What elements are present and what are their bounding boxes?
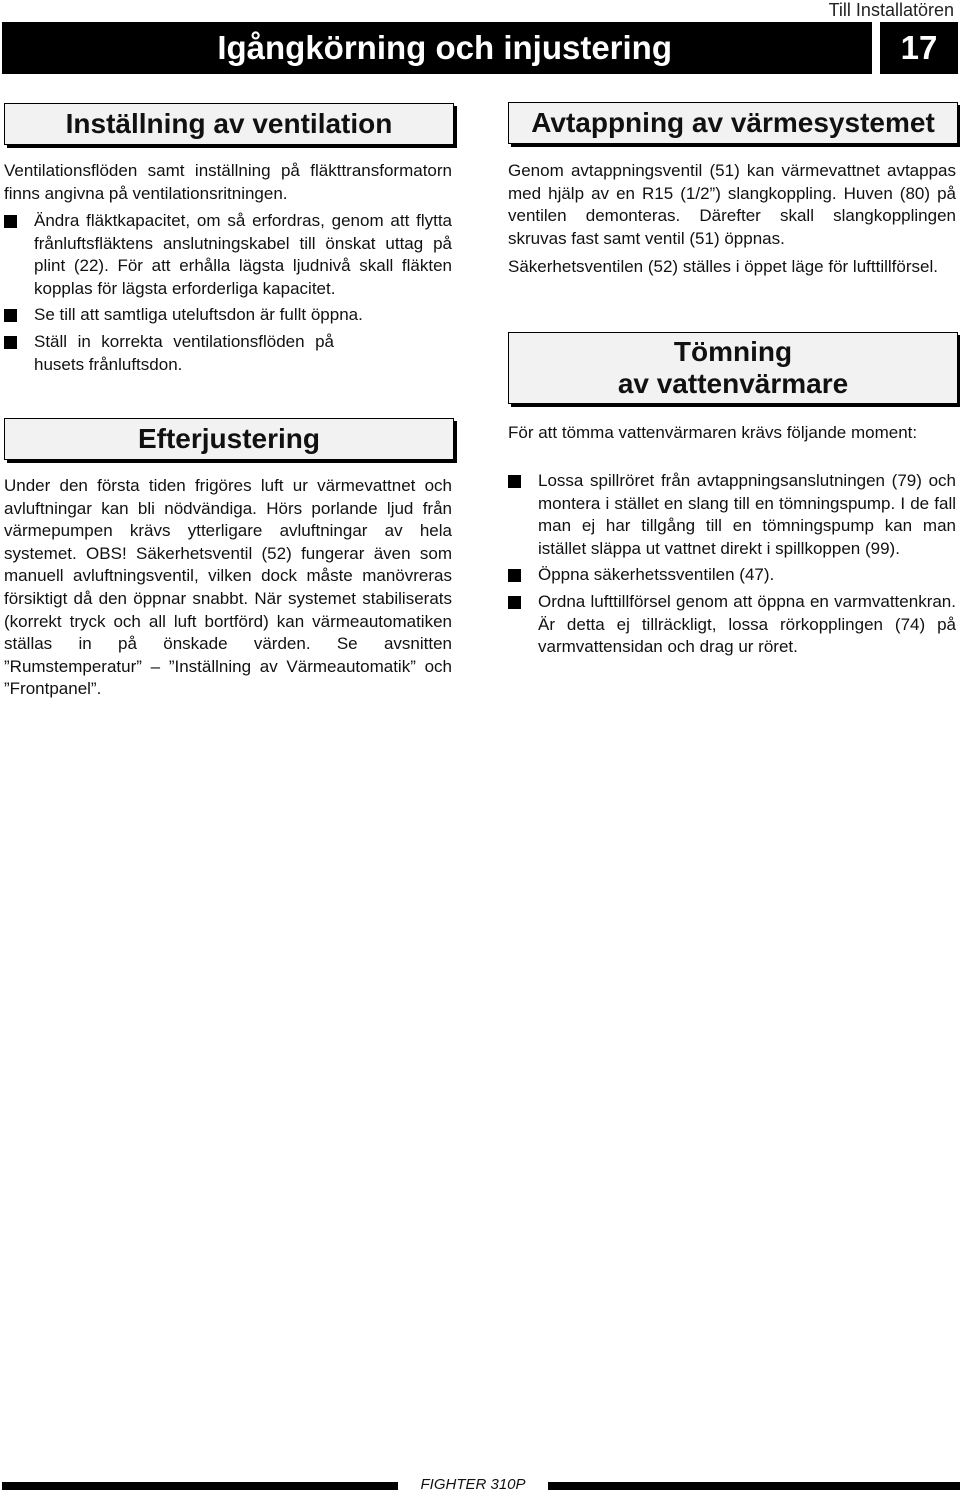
tomning-heading-box — [508, 332, 958, 404]
ventilation-heading-box — [4, 103, 454, 145]
bullet-square-icon — [4, 336, 17, 349]
avtappning-paragraph-2: Säkerhetsventilen (52) ställes i öppet läge för lufttillförsel. — [508, 257, 938, 276]
list-item: Ställ in korrekta ventilationsflöden på husets frånluftsdon. — [4, 331, 334, 376]
page-number: 17 — [880, 22, 958, 74]
avtappning-paragraph-1: Genom avtappningsventil (51) kan värmevattnet avtappas med hjälp av en R15 (1/2”) slangkoppling. Huven (80) på ventilen demonteras. Därefter skall slangkopplingen skruvas fast samt ventil (51) öppnas. — [508, 161, 956, 248]
avtappning-heading: Avtappning av värmesystemet — [531, 107, 935, 138]
footer-model: FIGHTER 310P — [420, 1476, 526, 1493]
avtappning-heading-box — [508, 102, 958, 144]
tomning-bullet-list — [508, 470, 956, 663]
section-label: Till Installatören — [828, 0, 954, 20]
list-item: Ordna lufttillförsel genom att öppna en varmvattenkran. Är detta ej tillräckligt, lossa rörkopplingen (74) på varmvattensidan och drag ur röret. — [508, 591, 956, 659]
header-bar — [2, 22, 872, 74]
efterjustering-heading: Efterjustering — [137, 423, 321, 454]
page-title: Igångkörning och injustering — [217, 29, 672, 66]
bullet-square-icon — [508, 596, 521, 609]
ventilation-bullet-list — [4, 210, 452, 380]
footer-rule-right — [548, 1482, 960, 1490]
list-item: Se till att samtliga uteluftsdon är fullt öppna. — [4, 304, 452, 327]
tomning-heading-line-1: Tömning — [673, 336, 793, 367]
list-item: Ändra fläktkapacitet, om så erfordras, genom att flytta frånluftsfläktens anslutningskabel till önskat uttag på plint (22). För att erhålla lägsta ljudnivå skall fläkten kopplas för lägsta erforderliga kapacitet. — [4, 210, 452, 300]
ventilation-intro: Ventilationsflöden samt inställning på fläkttransformatorn finns angivna på ventilationsritningen. — [4, 161, 452, 203]
tomning-heading-line-2: av vattenvärmare — [617, 368, 849, 399]
bullet-square-icon — [508, 475, 521, 488]
efterjustering-body: Under den första tiden frigöres luft ur värmevattnet och avluftningar kan bli nödvändiga. Hörs porlande ljud från värmepumpen krävs ytterligare avluftningar av hela systemet. OBS! Säkerhetsventil (52) fungerar även som manuell avluftningsventil, vilken dock måste manövreras försiktigt då den öppnar snabbt. När systemet stabiliserats (korrekt tryck och all luft bortförd) kan värmeautomatiken ställas in på önskade värden. Se avsnitten ”Rumstemperatur” – ”Inställning av Värmeautomatik” och ”Frontpanel”. — [4, 476, 452, 699]
bullet-square-icon — [4, 309, 17, 322]
footer-rule-left — [2, 1482, 398, 1490]
bullet-square-icon — [508, 569, 521, 582]
bullet-square-icon — [4, 215, 17, 228]
ventilation-heading: Inställning av ventilation — [65, 108, 393, 139]
tomning-intro: För att tömma vattenvärmaren krävs följande moment: — [508, 423, 918, 442]
list-item: Öppna säkerhetssventilen (47). — [508, 564, 956, 587]
list-item: Lossa spillröret från avtappningsanslutningen (79) och montera i stället en slang till en tömningspump. I de fall man ej har tillgång till en tömningspump kan man istället släppa ut vattnet direkt i spillkoppen (99). — [508, 470, 956, 560]
efterjustering-heading-box — [4, 418, 454, 460]
